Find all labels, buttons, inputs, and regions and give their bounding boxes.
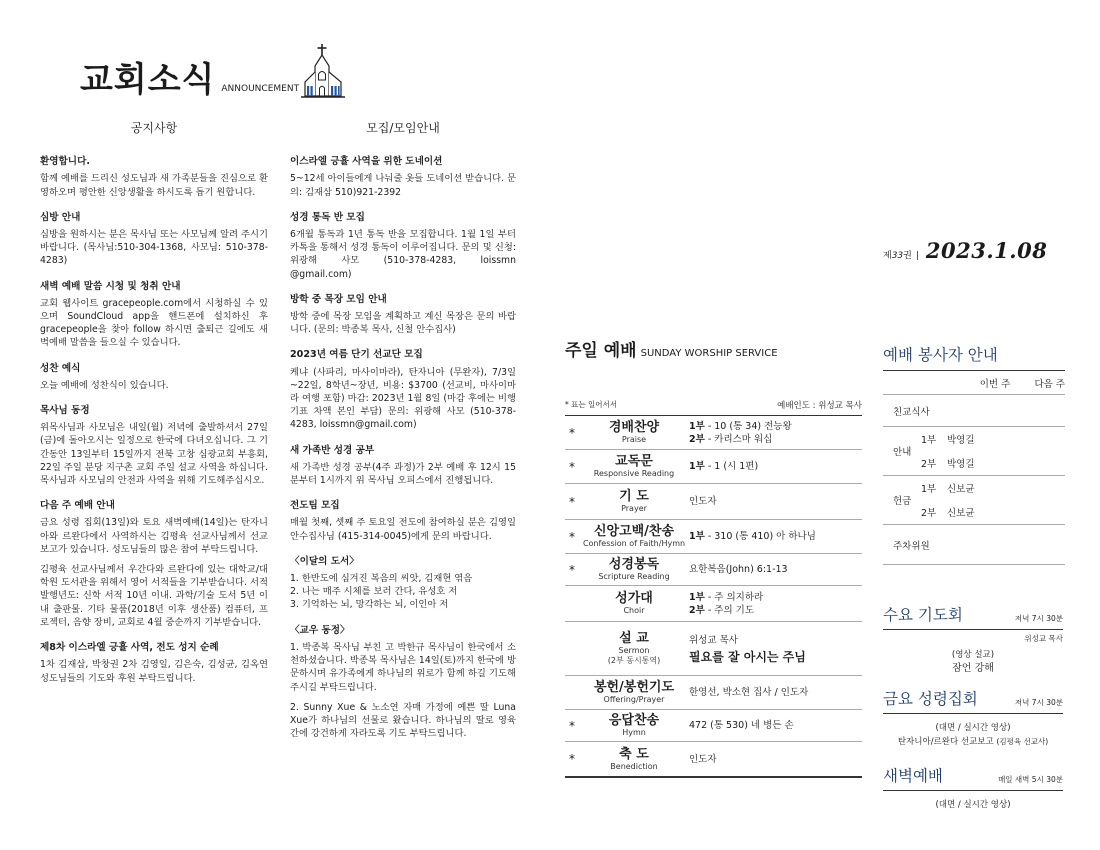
worship-item-korean: 경배찬양: [608, 420, 660, 435]
notice-heading: 성찬 예식: [40, 362, 81, 374]
worship-item-korean: 축 도: [619, 746, 649, 762]
notice-heading: 제8차 이스라엘 긍휼 사역, 전도 성지 순례: [40, 642, 219, 654]
standing-mark: *: [569, 562, 575, 577]
page-header: [80, 44, 345, 100]
volume-suffix: 권: [903, 251, 912, 261]
notice-heading: 새벽 예배 말씀 시청 및 청취 안내: [40, 280, 181, 292]
this-week-header: 이번 주: [979, 378, 1011, 390]
worship-item-name: [579, 524, 689, 549]
worship-item-name: [579, 631, 689, 666]
standing-mark: *: [569, 718, 575, 733]
offering-label: 헌금: [893, 496, 912, 507]
usher-name: 박영길: [947, 435, 975, 446]
worship-item-korean: 신앙고백/찬송: [593, 524, 675, 539]
notices-title: 공지사항: [130, 121, 178, 135]
service-part: 1부: [689, 420, 705, 432]
worship-item-korean: 설 교: [619, 631, 649, 646]
parking-label: 주차위원: [893, 540, 930, 552]
notice-item: [40, 155, 268, 199]
worship-detail-text: 요한복음(John) 6:1-13: [689, 564, 788, 575]
worship-item-english: Offering/Prayer: [603, 695, 665, 704]
notice-body: 5~12세 아이들에게 나눠줄 옷들 도네이션 받습니다. 문의: 김재삼 510)921-2392: [290, 173, 516, 198]
wednesday-title: 수요 기도회: [883, 606, 963, 624]
worship-item-english: Responsive Reading: [593, 469, 675, 478]
notice-item: [40, 641, 268, 685]
notice-item: [290, 211, 516, 281]
service-part: 1부: [689, 461, 705, 472]
worship-item: [565, 742, 862, 778]
notice-body: 매월 첫째, 셋째 주 토요일 전도에 참여하실 분은 김영일 안수집사님 (415-314-0045)에게 문의 바랍니다.: [290, 517, 516, 542]
worship-item-detail: [689, 591, 862, 617]
worship-detail-text: - 주 의지하라: [704, 591, 764, 603]
worship-item-detail: [689, 460, 862, 473]
volume-divider: |: [915, 251, 919, 261]
worship-item-english: Scripture Reading: [598, 572, 670, 581]
worship-item-detail: [689, 495, 862, 508]
worship-item-korean: 성가대: [615, 591, 653, 606]
wednesday-leader: 위성교 목사: [1024, 634, 1063, 643]
worship-item-name: [579, 713, 689, 738]
worship-detail-text: 472 (통 530) 네 병든 손: [689, 720, 794, 731]
usher-part: 1부: [921, 435, 937, 446]
notice-heading: 이스라엘 긍휼 사역을 위한 도네이션: [290, 156, 443, 168]
dawn-service: [883, 764, 1063, 812]
worship-item-english: Sermon: [618, 646, 650, 655]
worship-detail-line: [689, 719, 862, 732]
notice-item: [40, 211, 268, 268]
worship-item-english: Benediction: [610, 761, 658, 771]
offering-name: 신보균: [947, 508, 975, 519]
dawn-time: 매일 새벽 5시 30분: [998, 775, 1063, 784]
friday-time: 저녁 7시 30분: [1014, 698, 1063, 707]
notice-heading: 심방 안내: [40, 211, 81, 223]
worship-item: [565, 676, 862, 710]
standing-mark: *: [569, 494, 575, 509]
worship-item: [565, 484, 862, 520]
notice-heading: 목사님 동정: [40, 405, 90, 417]
worship-detail-text: - 1 (시 1편): [704, 461, 759, 472]
notice-heading: 새 가족반 성경 공부: [290, 444, 375, 456]
usher-label: 안내: [893, 447, 912, 458]
worship-item: [565, 520, 862, 554]
worship-item: [565, 586, 862, 622]
notice-body: 금요 성령 집회(13일)와 토요 새벽예배(14일)는 탄자니아와 르완다에서 사역하시는 김평육 선교사님께서 선교 보고가 있습니다. 성도님들의 많은 참여 부탁드립니다.: [40, 517, 268, 555]
worship-item-detail: [689, 563, 862, 576]
notice-item: [40, 404, 268, 487]
wednesday-topic: 잠언 강해: [952, 663, 994, 674]
notice-item: [290, 499, 516, 543]
worship-item-detail: [689, 719, 862, 732]
notice-item: [290, 444, 516, 488]
worship-item-english: Confession of Faith/Hymn: [582, 539, 686, 548]
worship-item-korean: 기 도: [619, 489, 649, 504]
notice-heading: 〈이달의 도서〉: [290, 555, 359, 567]
worship-item-name: [579, 680, 689, 705]
standing-mark: *: [569, 529, 575, 544]
worship-item-name: [579, 454, 689, 479]
notice-heading: 방학 중 목장 모임 안내: [290, 293, 387, 305]
worship-item-korean: 교독문: [615, 454, 653, 469]
service-title: 예배 봉사자 안내: [883, 346, 998, 364]
worship-item-english: Prayer: [621, 504, 647, 513]
usher-row: [883, 427, 1065, 476]
notice-heading: 전도팀 모집: [290, 500, 340, 512]
notice-body: 1. 박종복 목사님 부친 고 박한규 목사님이 한국에서 소천하셨습니다. 박종복 목사님은 14일(토)까지 한국에 방문하시며 유가족에게 하나님의 위로가 함께 하길 기도해 주시길 부탁드립니다.: [290, 641, 516, 693]
standing-note: * 표는 일어서서: [565, 400, 617, 409]
dawn-title: 새벽예배: [883, 767, 943, 785]
friday-title: 금요 성령집회: [883, 690, 978, 708]
worship-detail-line: [689, 604, 862, 617]
notice-body: 2. Sunny Xue & 노소연 자매 가정에 예쁜 딸 Luna Xue가 하나님의 선물로 왔습니다. 하나님의 딸로 영육 간에 강건하게 자라도록 기도 부탁드립니다.: [290, 701, 516, 740]
notice-item: [290, 555, 516, 612]
worship-item-detail: [689, 686, 862, 699]
notice-body: 새 가족반 성경 공부(4주 과정)가 2부 예배 후 12시 15분부터 1시까지 위 목사님 오피스에서 진행됩니다.: [290, 461, 516, 487]
offering-part: 2부: [921, 508, 937, 519]
worship-detail-line: [689, 495, 862, 508]
notice-heading: 2023년 여름 단기 선교단 모집: [290, 349, 423, 361]
usher-name: 박영길: [947, 459, 975, 470]
worship-item-english: Choir: [623, 606, 645, 615]
notice-body: 케냐 (사파리, 마사이마라), 탄자니아 (무완자), 7/3일~22일, 8학년~장년, 비용: $3700 (선교비, 마사이마라 여행 포함) 마감: 2023년 1월 8일 (마감 후에는 비행기표 차액 본인 부담) 문의: 위광해 사모 (510-378-4283, loissmn@gmail.com): [290, 366, 516, 431]
notice-body: 6개월 통독과 1년 통독 반을 모집합니다. 1월 1일 부터 카톡을 통해서 성경 통독이 이루어집니다. 문의 및 신청: 위광해 사모 (510-378-4283, loissmn @gmail.com): [290, 229, 516, 280]
worship-detail-text: - 주의 기도: [704, 604, 754, 616]
offering-part: 1부: [921, 484, 937, 495]
recruitment-title: 모집/모임안내: [366, 121, 440, 135]
worship-item-korean: 응답찬송: [608, 713, 660, 728]
notice-heading: 성경 통독 반 모집: [290, 211, 365, 223]
worship-detail-line: [689, 460, 862, 473]
notice-body: 1차 김재삼, 박창권 2차 김영일, 김은숙, 김성균, 김옥연 성도님들의 기도와 후원 부탁드립니다.: [40, 659, 268, 684]
notice-item: [290, 293, 516, 337]
worship-item: [565, 450, 862, 484]
volume-number: 33: [891, 251, 904, 261]
worship-item-name: [579, 420, 689, 445]
parking-row: [883, 525, 1065, 565]
service-part: 2부: [689, 604, 705, 616]
worship-detail-line: [689, 634, 862, 647]
notice-body: 방학 중에 목장 모임을 계획하고 계신 목장은 문의 바랍니다. (문의: 박종복 목사, 신철 안수집사): [290, 311, 516, 336]
worship-item: [565, 622, 862, 676]
page-title: 교회소식: [80, 60, 216, 100]
volume-date: [883, 238, 1047, 263]
worship-item-english: Praise: [621, 435, 647, 444]
notice-item: [40, 362, 268, 392]
service-volunteers: [883, 343, 1065, 565]
notice-item: [290, 348, 516, 431]
issue-date: 2023.1.08: [925, 238, 1048, 263]
worship-item-english: Hymn: [622, 728, 646, 737]
worship-item-detail: [689, 634, 862, 664]
volume-prefix: 제: [883, 251, 892, 261]
wednesday-prayer: [883, 603, 1063, 675]
worship-title: 주일 예배: [565, 341, 637, 361]
notice-heading: 환영합니다.: [40, 156, 90, 168]
friday-format: (대면 / 실시간 영상): [935, 723, 1011, 733]
worship-item: [565, 416, 862, 450]
worship-leader: 예배인도 : 위성교 목사: [777, 401, 862, 411]
worship-item-name: [579, 591, 689, 616]
sermon-title: 필요를 잘 아시는 주님: [689, 649, 806, 664]
worship-item-korean: 봉헌/봉헌기도: [593, 680, 675, 695]
worship-item-detail: [689, 420, 862, 446]
worship-item-name: [579, 489, 689, 514]
notices-column: [40, 122, 268, 697]
worship-detail-line: [689, 420, 862, 433]
greeter-label: 친교식사: [893, 406, 930, 418]
worship-detail-text: 인도자: [689, 753, 717, 765]
sunday-worship-order: [565, 336, 862, 778]
worship-detail-line: [689, 753, 862, 766]
offering-row: [883, 476, 1065, 525]
worship-item-detail: [689, 753, 862, 766]
notice-heading: 〈교우 동정〉: [290, 624, 350, 636]
notice-body: 오늘 예배에 성찬식이 있습니다.: [40, 379, 169, 391]
standing-mark: *: [569, 752, 575, 766]
standing-mark: *: [569, 425, 575, 440]
friday-topic: 탄자니아/르완다 선교보고: [897, 737, 994, 747]
notice-heading: 다음 주 예배 안내: [40, 500, 115, 512]
dawn-format: (대면 / 실시간 영상): [935, 800, 1011, 810]
notice-body: 교회 웹사이트 gracepeople.com에서 시청하실 수 있으며 SoundCloud app을 핸드폰에 설치하신 후 gracepeople을 찾아 follow 하시면 출퇴근 길에도 새벽예배 말씀을 들으실 수 있습니다.: [40, 297, 268, 349]
page-subtitle: ANNOUNCEMENT: [221, 84, 300, 94]
usher-part: 2부: [921, 459, 937, 470]
worship-detail-text: 한영선, 박소현 집사 / 인도자: [689, 687, 809, 698]
worship-item-detail: [689, 530, 862, 543]
notice-body: 함께 예배를 드리신 성도님과 새 가족분들을 진심으로 환영하오며 평안한 신앙생활을 하시도록 돕기 원합니다.: [40, 173, 268, 198]
worship-item-name: [579, 747, 689, 772]
worship-detail-line: [689, 530, 862, 543]
service-part: 1부: [689, 591, 705, 603]
worship-item: [565, 554, 862, 586]
notice-item: [40, 280, 268, 350]
worship-item: [565, 710, 862, 742]
worship-detail-text: - 10 (통 34) 전능왕: [704, 420, 792, 432]
wednesday-time: 저녁 7시 30분: [1014, 614, 1063, 623]
standing-mark: *: [569, 459, 575, 474]
worship-detail-text: - 310 (통 410) 아 하나님: [704, 531, 816, 542]
next-week-header: 다음 주: [1034, 378, 1065, 390]
worship-item-name: [579, 557, 689, 582]
notice-body: 1. 한반도에 심겨진 복음의 씨앗, 김재현 엮음 2. 나는 매주 시체를 보러 간다, 유성호 저 3. 기억하는 뇌, 망각하는 뇌, 이인아 저: [290, 573, 473, 611]
worship-detail-text: 위성교 목사: [689, 634, 738, 646]
worship-detail-line: [689, 686, 862, 699]
notice-body: 김평육 선교사님께서 우간다와 르완다에 있는 대학교/대학원 도서관을 위해서 영어 서적들을 기부받습니다. 서적 발행년도: 신학 서적 10년 이내. 과학/기술 도서 5년 이내 출판물. 기타 물품(2018년 이후 생산품) 컴퓨터, 프로젝터, 음향 장비, 교회로 4월 중순까지 기부받습니다.: [40, 564, 268, 628]
service-part: 1부: [689, 531, 705, 542]
worship-detail-line: [689, 591, 862, 604]
wednesday-format: (영상 설교): [951, 650, 995, 660]
friday-meeting: [883, 687, 1063, 749]
worship-detail-text: 인도자: [689, 496, 717, 507]
greeter-row: [883, 395, 1065, 427]
notice-item: [40, 499, 268, 629]
notice-body: 심방을 원하시는 분은 목사님 또는 사모님께 알려 주시기 바랍니다. (목사님:510-304-1368, 사모님: 510-378-4283): [40, 229, 268, 267]
recruitment-column: [290, 122, 516, 752]
notice-item: [290, 155, 516, 199]
worship-detail-text: - 카리스마 워십: [704, 433, 773, 445]
offering-name: 신보균: [947, 484, 975, 495]
worship-item-note: (2부 동시통역): [607, 656, 661, 665]
worship-detail-line: [689, 563, 862, 576]
worship-subtitle: SUNDAY WORSHIP SERVICE: [640, 348, 778, 359]
worship-item-korean: 성경봉독: [608, 557, 660, 572]
worship-detail-line: [689, 433, 862, 446]
church-icon: [301, 44, 345, 100]
notice-body: 위목사님과 사모님은 내일(월) 저녁에 출발하셔서 27일(금)에 돌아오시는 일정으로 한국에 다녀오십니다. 그 기간동안 13일부터 15일까지 전북 고창 심광교회 부흥회, 22일 주일 분당 지구촌 교회 주일 설교 사역을 하십니다. 목사님과 사모님의 안전과 사역을 위해 기도해주십시오.: [40, 422, 268, 487]
notice-item: [290, 624, 516, 741]
friday-speaker: (김평육 선교사): [996, 737, 1049, 746]
service-part: 2부: [689, 433, 705, 445]
